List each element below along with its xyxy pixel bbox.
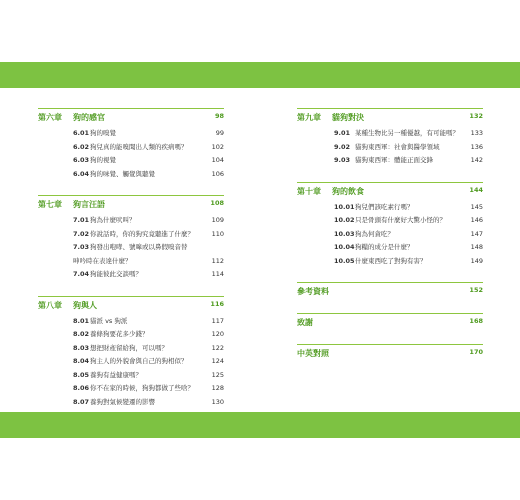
toc-entry[interactable] — [38, 328, 224, 342]
section-number: 9.03 — [334, 156, 351, 164]
toc-entry[interactable] — [38, 228, 224, 242]
glossary-entry[interactable] — [297, 344, 483, 360]
toc-entry[interactable] — [297, 154, 483, 168]
toc-entry[interactable] — [38, 168, 224, 182]
section-page: 149 — [470, 256, 483, 265]
section-page: 110 — [211, 229, 224, 238]
toc-entry[interactable] — [38, 355, 224, 369]
section-number: 7.01 — [73, 216, 90, 224]
section-title: 養狗有益健康嗎？ — [90, 370, 142, 379]
chapter-number: 第九章 — [297, 113, 321, 122]
section-title: 只是骨頭有什麼好大驚小怪的？ — [355, 216, 446, 224]
section-number: 8.05 — [73, 370, 90, 379]
chapter-number: 第十章 — [297, 186, 321, 196]
section-title: 中英對照 — [297, 349, 329, 358]
chapter-title: 貓狗對決 — [332, 113, 364, 122]
section-number: 10.01 — [334, 202, 355, 211]
section-title: 狗為何貪吃？ — [355, 229, 394, 238]
toc-entry[interactable] — [38, 127, 224, 141]
chapter-page: 98 — [214, 112, 224, 120]
section-number: 6.03 — [73, 156, 90, 164]
section-page: 130 — [211, 397, 224, 406]
section-number: 10.03 — [334, 229, 355, 238]
toc-entry[interactable] — [38, 154, 224, 168]
section-title: 狗主人的外貌會與自己的狗相似？ — [90, 357, 188, 365]
section-title: 養狗對氣候變遷的影響 — [90, 397, 155, 406]
section-number: 8.06 — [73, 384, 90, 392]
toc-entry[interactable] — [297, 127, 483, 141]
chapter-page: 116 — [210, 299, 224, 308]
section-title: 狗糧的成分是什麼？ — [355, 243, 414, 251]
section-title: 狗兒真的能嗅聞出人類的疾病嗎？ — [90, 142, 188, 151]
section-title: 參考資料 — [297, 287, 329, 296]
toc-left-column — [38, 108, 224, 409]
section-title: 想把財產留給狗，可以嗎？ — [90, 343, 168, 352]
toc-entry[interactable] — [38, 268, 224, 282]
chapter-title: 狗言汪語 — [73, 200, 105, 209]
section-number: 10.04 — [334, 243, 355, 251]
section-number: 8.07 — [73, 397, 90, 406]
chapter-page: 144 — [469, 185, 483, 194]
section-page: 152 — [469, 286, 483, 294]
chapter-page: 108 — [210, 199, 224, 207]
section-number: 8.03 — [73, 343, 90, 352]
section-page: 109 — [211, 216, 224, 224]
toc-entry[interactable] — [38, 396, 224, 410]
section-page: 128 — [211, 384, 224, 392]
toc-entry[interactable] — [297, 241, 483, 255]
section-title: 狗的視覺 — [90, 156, 116, 164]
chapter-6-heading[interactable] — [38, 108, 224, 124]
toc-entry[interactable] — [297, 141, 483, 155]
toc-entry[interactable] — [38, 214, 224, 228]
section-page: 106 — [211, 169, 224, 178]
section-page: 124 — [211, 357, 224, 365]
section-page: 125 — [211, 370, 224, 379]
section-page: 168 — [469, 317, 483, 325]
section-page: 133 — [470, 129, 483, 137]
toc-entry-continuation[interactable] — [38, 255, 224, 269]
section-number: 10.05 — [334, 256, 355, 265]
toc-entry[interactable] — [38, 369, 224, 383]
toc-entry[interactable] — [297, 255, 483, 269]
toc-entry[interactable] — [38, 382, 224, 396]
section-page: 142 — [470, 156, 483, 164]
toc-entry[interactable] — [297, 214, 483, 228]
chapter-number: 第六章 — [38, 113, 62, 122]
chapter-9-heading[interactable] — [297, 108, 483, 124]
section-number: 8.01 — [73, 316, 90, 325]
section-page: 120 — [211, 330, 224, 338]
section-number: 7.03 — [73, 243, 90, 251]
acknowledgements-entry[interactable] — [297, 313, 483, 329]
section-page: 170 — [469, 348, 483, 356]
section-title: 你不在家的時候，狗狗都做了些啥？ — [90, 384, 194, 392]
section-title: 貓狗東西軍：社會與醫學領域 — [355, 142, 440, 151]
section-title: 什麼東西吃了對狗有害？ — [355, 256, 427, 265]
section-number: 7.02 — [73, 229, 90, 238]
section-number: 10.02 — [334, 216, 355, 224]
bottom-green-band — [0, 412, 520, 438]
section-title: 狗的味覺、觸覺與聽覺 — [90, 169, 155, 178]
section-title: 狗為什麼吠叫？ — [90, 216, 136, 224]
section-page: 148 — [470, 243, 483, 251]
references-entry[interactable] — [297, 282, 483, 298]
section-number: 6.01 — [73, 129, 90, 137]
chapter-title: 狗的感官 — [73, 113, 105, 122]
toc-entry[interactable] — [297, 201, 483, 215]
section-title: 你說話時，你的狗究竟聽進了什麼？ — [90, 229, 194, 238]
chapter-page: 132 — [469, 112, 483, 120]
section-number: 8.02 — [73, 330, 90, 338]
section-title: 某種生物比另一種優越，有可能嗎？ — [355, 129, 459, 137]
section-title: 呻吟時在表達什麼？ — [73, 256, 132, 265]
section-number: 6.02 — [73, 142, 90, 151]
section-page: 112 — [211, 256, 224, 265]
section-page: 114 — [211, 270, 224, 278]
section-number: 6.04 — [73, 169, 90, 178]
section-title: 貓派 vs 狗派 — [90, 316, 128, 325]
section-number: 7.04 — [73, 270, 90, 278]
section-title: 狗發出咆哮、號嗥或以鼻假嗅音替 — [90, 243, 188, 251]
section-title: 狗能彼此交談嗎？ — [90, 270, 142, 278]
section-number: 9.02 — [334, 142, 351, 151]
chapter-title: 狗的飲食 — [332, 186, 364, 196]
chapter-number: 第七章 — [38, 200, 62, 209]
section-page: 122 — [211, 343, 224, 352]
toc-entry[interactable] — [38, 315, 224, 329]
toc-entry[interactable] — [38, 141, 224, 155]
section-title: 狗的嗅覺 — [90, 129, 116, 137]
section-page: 102 — [211, 142, 224, 151]
chapter-7-heading[interactable] — [38, 195, 224, 211]
section-page: 145 — [470, 202, 483, 211]
section-number: 8.04 — [73, 357, 90, 365]
section-page: 136 — [470, 142, 483, 151]
section-page: 99 — [215, 129, 224, 137]
chapter-number: 第八章 — [38, 300, 62, 310]
section-page: 117 — [211, 316, 224, 325]
section-page: 146 — [470, 216, 483, 224]
section-title: 致謝 — [297, 318, 313, 327]
chapter-8-heading[interactable] — [38, 296, 224, 312]
top-green-band — [0, 62, 520, 88]
section-title: 貓狗東西軍：體能正面交鋒 — [355, 156, 433, 164]
toc-entry[interactable] — [38, 241, 224, 255]
toc-right-column — [297, 108, 483, 360]
chapter-10-heading[interactable] — [297, 182, 483, 198]
toc-entry[interactable] — [297, 228, 483, 242]
section-title: 狗兒們該吃素行嗎？ — [355, 202, 414, 211]
section-number: 9.01 — [334, 129, 351, 137]
chapter-title: 狗與人 — [73, 300, 97, 310]
section-title: 養條狗要花多少錢？ — [90, 330, 149, 338]
toc-entry[interactable] — [38, 342, 224, 356]
section-page: 147 — [470, 229, 483, 238]
section-page: 104 — [211, 156, 224, 164]
